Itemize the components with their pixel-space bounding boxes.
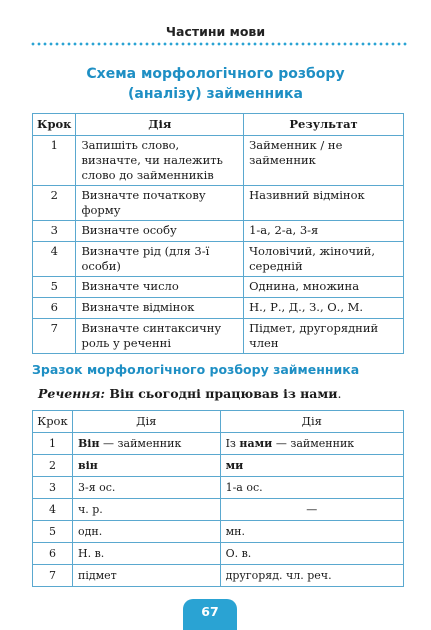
- step-action: Визначте рід (для 3-ї особи): [76, 242, 244, 277]
- word-one-analysis: Н. в.: [72, 543, 220, 565]
- word-two: нами: [239, 437, 273, 450]
- sample-title: Зразок морфологічного розбору займенника: [32, 362, 360, 377]
- table-row: [33, 319, 404, 354]
- step-result: Однина, множина: [244, 277, 404, 298]
- scheme-title-line2: (аналізу) займенника: [128, 86, 303, 102]
- step-number: 4: [33, 242, 76, 277]
- sample-header-row: [33, 411, 404, 433]
- table-row: [33, 186, 404, 221]
- step-number: 3: [33, 477, 73, 499]
- step-action: Визначте відмінок: [76, 298, 244, 319]
- running-head: Частини мови: [165, 24, 266, 39]
- word-one-analysis: Він — займенник: [72, 433, 220, 455]
- header-result: Результат: [244, 114, 404, 136]
- table-row: [33, 565, 404, 587]
- step-number: 5: [33, 277, 76, 298]
- word-two-analysis: —: [220, 499, 403, 521]
- step-result: Називний відмінок: [244, 186, 404, 221]
- header-action-1: Дія: [72, 411, 220, 433]
- table-row: [33, 499, 404, 521]
- scheme-title-line1: Схема морфологічного розбору: [86, 66, 345, 82]
- step-action: Визначте початкову форму: [76, 186, 244, 221]
- header-action-2: Дія: [220, 411, 403, 433]
- step-number: 6: [33, 543, 73, 565]
- table-row: [33, 277, 404, 298]
- sentence-label: Речення:: [38, 386, 106, 401]
- word-two-analysis: 1-а ос.: [220, 477, 403, 499]
- sentence-bold-word: нами: [300, 386, 338, 401]
- word-one-analysis: ч. р.: [72, 499, 220, 521]
- step-number: 5: [33, 521, 73, 543]
- page-number: 67: [183, 599, 237, 630]
- step-result: Займенник / не займенник: [244, 136, 404, 186]
- scheme-title: [0, 64, 431, 104]
- word-one-analysis: 3-я ос.: [72, 477, 220, 499]
- header-step: Крок: [33, 411, 73, 433]
- header-step: Крок: [33, 114, 76, 136]
- step-action: Визначте число: [76, 277, 244, 298]
- word-one-analysis: підмет: [72, 565, 220, 587]
- word-two-analysis: ми: [220, 455, 403, 477]
- sample-sentence: [38, 386, 342, 401]
- word-two-analysis: Із нами — займенник: [220, 433, 403, 455]
- step-number: 4: [33, 499, 73, 521]
- step-result: 1-а, 2-а, 3-я: [244, 221, 404, 242]
- sample-table: [32, 410, 404, 587]
- word-one-analysis: одн.: [72, 521, 220, 543]
- step-number: 1: [33, 136, 76, 186]
- scheme-header-row: [33, 114, 404, 136]
- table-row: [33, 136, 404, 186]
- word-two-analysis: О. в.: [220, 543, 403, 565]
- table-row: [33, 455, 404, 477]
- step-number: 6: [33, 298, 76, 319]
- step-number: 1: [33, 433, 73, 455]
- word-one-analysis: він: [72, 455, 220, 477]
- step-result: Чоловічий, жіночий, середній: [244, 242, 404, 277]
- step-action: Визначте синтаксичну роль у реченні: [76, 319, 244, 354]
- step-number: 7: [33, 319, 76, 354]
- dotted-divider: [30, 42, 408, 46]
- sentence-end: .: [337, 386, 342, 401]
- step-action: Визначте особу: [76, 221, 244, 242]
- step-result: Підмет, другорядний член: [244, 319, 404, 354]
- step-number: 7: [33, 565, 73, 587]
- table-row: [33, 221, 404, 242]
- step-number: 2: [33, 186, 76, 221]
- table-row: [33, 433, 404, 455]
- table-row: [33, 477, 404, 499]
- table-row: [33, 521, 404, 543]
- table-row: [33, 298, 404, 319]
- header-action: Дія: [76, 114, 244, 136]
- word-two-analysis: мн.: [220, 521, 403, 543]
- scheme-table: [32, 113, 404, 354]
- table-row: [33, 242, 404, 277]
- step-result: Н., Р., Д., З., О., М.: [244, 298, 404, 319]
- step-number: 3: [33, 221, 76, 242]
- word-two-analysis: другоряд. чл. реч.: [220, 565, 403, 587]
- word-one: Він: [77, 437, 100, 450]
- table-row: [33, 543, 404, 565]
- step-number: 2: [33, 455, 73, 477]
- step-action: Запишіть слово, визначте, чи належить слово до займенників: [76, 136, 244, 186]
- sentence-text: Він сьогодні працював із: [105, 386, 301, 401]
